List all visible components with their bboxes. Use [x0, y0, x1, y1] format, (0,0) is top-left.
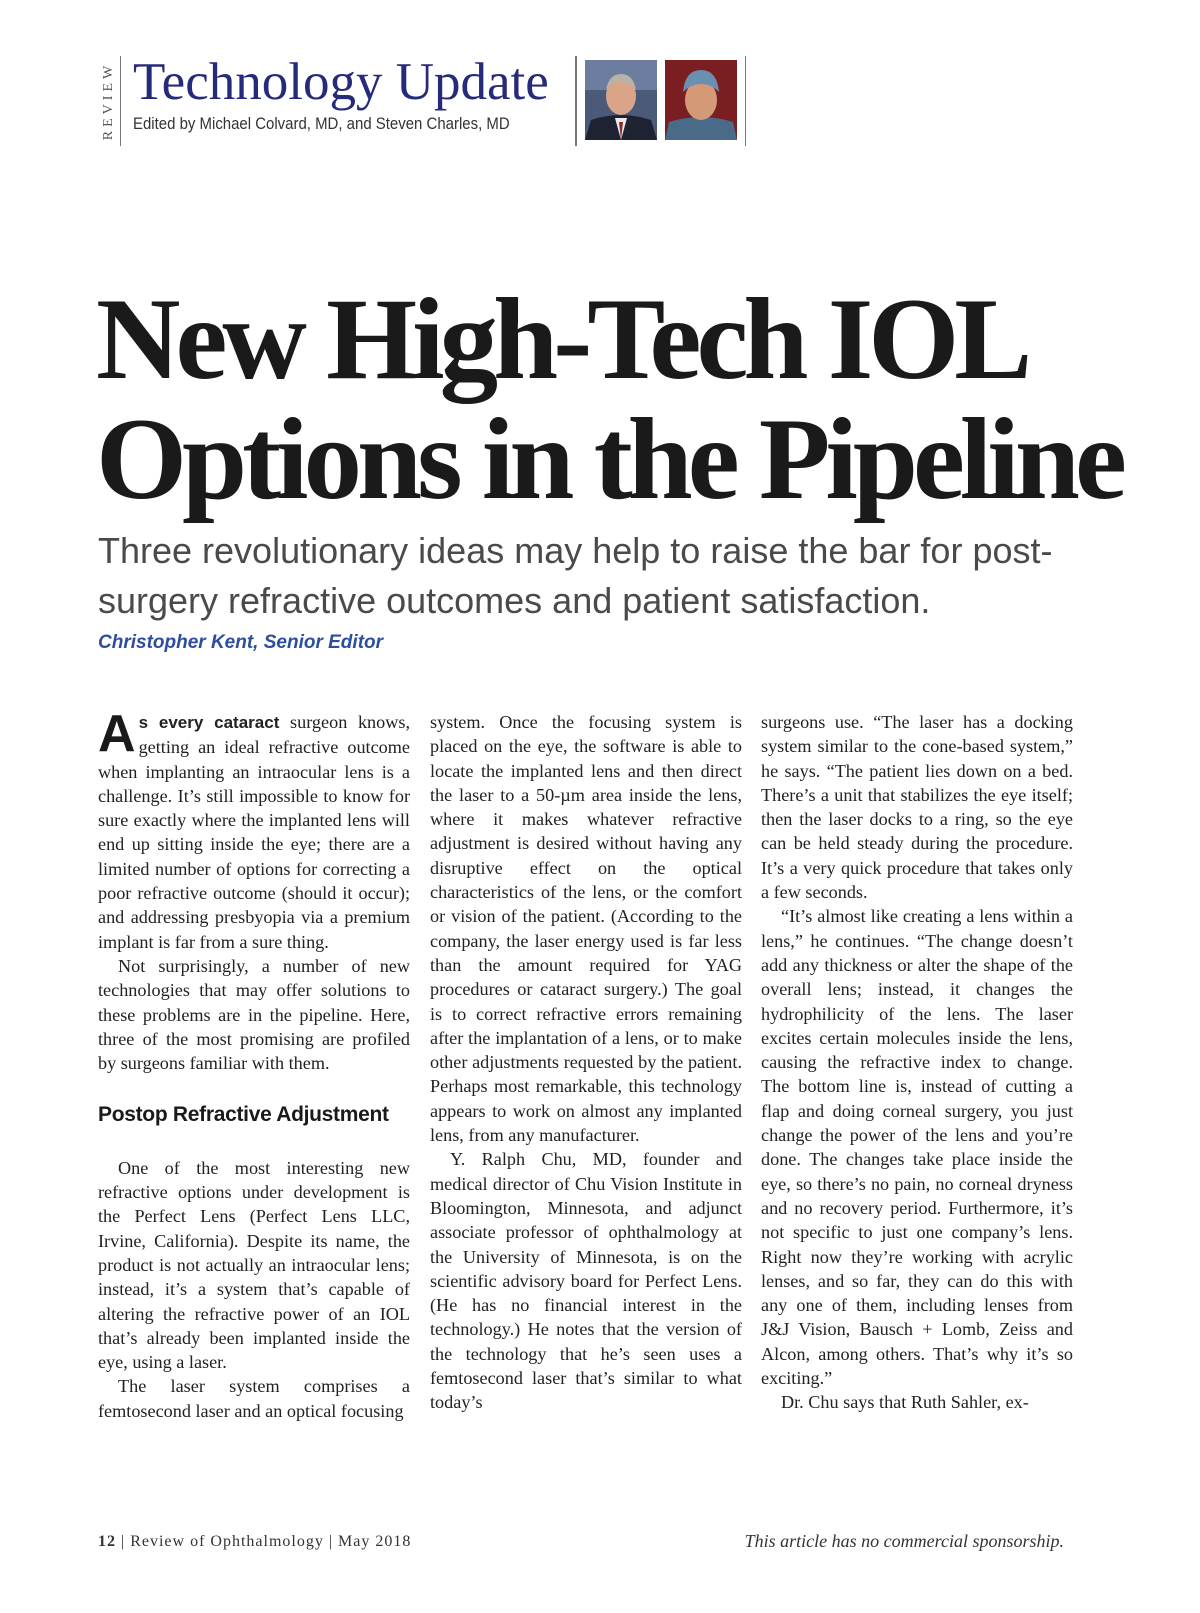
paragraph: Dr. Chu says that Ruth Sahler, ex-: [781, 1392, 1029, 1413]
header-text: [133, 53, 561, 146]
title-line-1: New High-Tech IOL: [96, 275, 1028, 404]
review-label: REVIEW: [101, 61, 116, 141]
paragraph: “It’s almost like creating a lens within a lens,” he continues. “The change doesn’t add any thickness or alter the shape of the overall lens; instead, it changes the hydrophilicity of the lens. The laser excites certain molecules inside the lens, causing the refractive index to change. The bottom line is, instead of cutting a flap and doing corneal surgery, you just change the power of the lens and you’re done. The changes take place inside the eye, so there’s no pain, no corneal dryness and no recovery period. Furthermore, it’s not specific to just one company’s lens. Right now they’re working with acrylic lenses, and so far, they can do this with any one of them, including lenses from J&J Vision, Bausch + Lomb, Zeiss and Alcon, among others. That’s why it’s so exciting.”: [761, 906, 1073, 1389]
paragraph: Not surprisingly, a number of new technologies that may offer solutions to these problems are in the pipeline. Here, three of the most promising are profiled by surgeons familiar with them.: [98, 955, 410, 1074]
footer-separator: |: [121, 1533, 126, 1550]
text-column-2: [430, 710, 742, 1415]
section-title: Technology Update: [133, 53, 549, 111]
divider: [575, 56, 577, 146]
publication-name: Review of Ophthalmology: [130, 1533, 324, 1550]
byline: Christopher Kent, Senior Editor: [98, 632, 384, 653]
lead-in: s every cataract: [138, 713, 280, 732]
paragraph: One of the most interesting new refractive options under development is the Perfect Lens (Perfect Lens LLC, Irvine, California). Despite its name, the product is not actually an intraocular lens; instead, it’s a system that’s capable of altering the refractive power of an IOL that’s already been implanted inside the eye, using a laser.: [98, 1157, 410, 1373]
section-editors: Edited by Michael Colvard, MD, and Steven Charles, MD: [133, 114, 510, 133]
paragraph-text: surgeon knows, getting an ideal refractive outcome when implanting an intraocular lens is a challenge. It’s still impossible to know for sure exactly where the implanted lens will end up sitting inside the eye; there are a limited number of options for correcting a poor refractive outcome (should it occur); and addressing presbyopia via a premium implant is far from a sure thing.: [98, 712, 410, 952]
paragraph: system. Once the focusing system is placed on the eye, the software is able to locate the implanted lens and then direct the laser to a 50-µm area inside the lens, where it makes whatever refractive adjustment is desired without having any disruptive effect on the optical characteristics of the lens, or the comfort or vision of the patient. (According to the company, the laser energy used is far less than the amount required for YAG procedures or cataract surgery.) The goal is to correct refractive errors remaining after the implantation of a lens, or to make other adjustments requested by the patient. Perhaps most remarkable, this technology appears to work on almost any implanted lens, from any manufacturer.: [430, 712, 742, 1146]
text-column-3: [761, 710, 1073, 1415]
text-column-1: [98, 705, 410, 1423]
paragraph: Y. Ralph Chu, MD, founder and medical director of Chu Vision Institute in Bloomington, Minnesota, and adjunct associate professor of ophthalmology at the University of Minnesota, is on the scientific advisory board for Perfect Lens. (He has no financial interest in the technology.) He notes that the version of the technology that he’s seen uses a femtosecond laser that’s similar to what today’s: [430, 1149, 742, 1413]
editor-portraits: [567, 56, 746, 146]
paragraph: The laser system comprises a femtosecond laser and an optical focusing: [98, 1376, 410, 1421]
subheading: Postop Refractive Adjustment: [98, 1103, 389, 1127]
review-tag: [98, 56, 121, 146]
paragraph: surgeons use. “The laser has a docking system similar to the cone-based system,” he says. “The patient lies down on a bed. There’s a unit that stabilizes the eye itself; then the laser docks to a ring, so the eye can be held steady during the procedure. It’s a very quick procedure that takes only a few seconds.: [761, 712, 1073, 903]
editor-photo-colvard: [585, 60, 657, 140]
editor-photo-charles: [665, 60, 737, 140]
dropcap: A: [98, 705, 136, 763]
section-header: [98, 53, 746, 146]
page-number: 12: [98, 1533, 116, 1550]
article-subtitle: Three revolutionary ideas may help to raise the bar for post-surgery refractive outcomes and patient satisfaction.: [98, 530, 1053, 621]
page-footer: [98, 1533, 411, 1551]
title-line-2: Options in the Pipeline: [96, 395, 1122, 524]
sponsorship-disclaimer: This article has no commercial sponsorship.: [744, 1531, 1064, 1551]
footer-separator: |: [328, 1533, 334, 1550]
article-title: [96, 275, 1122, 524]
divider: [745, 56, 747, 146]
issue-date: May 2018: [338, 1533, 412, 1550]
paragraph: [98, 705, 410, 954]
